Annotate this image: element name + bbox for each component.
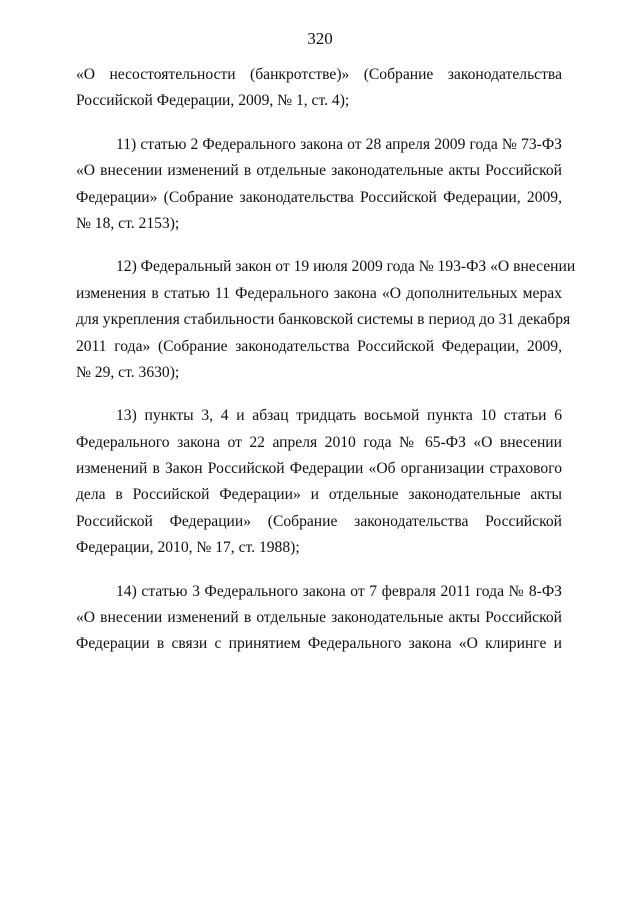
text-line: Федерального закона от 22 апреля 2010 года № 65-ФЗ «О внесении (76, 433, 562, 451)
paragraph-item-13 (76, 403, 562, 561)
text-line: Федерации» (Собрание законодательства Российской Федерации, 2009, (76, 188, 562, 206)
text-line: № 18, ст. 2153); (76, 214, 180, 232)
text-line: № 29, ст. 3630); (76, 363, 180, 381)
text-line: 12) Федеральный закон от 19 июля 2009 года № 193-ФЗ «О внесении (116, 258, 576, 276)
text-line: «О внесении изменений в отдельные законодательные акты Российской (76, 162, 562, 180)
paragraph-item-12 (76, 254, 576, 386)
text-line: 13) пункты 3, 4 и абзац тридцать восьмой пункта 10 статьи 6 (116, 407, 562, 425)
paragraph-continuation (76, 62, 562, 115)
text-line: «О несостоятельности (банкротстве)» (Собрание законодательства (76, 66, 562, 83)
text-line: дела в Российской Федерации» и отдельные законодательные акты (76, 486, 562, 504)
document-body (76, 62, 576, 675)
text-line: Российской Федерации, 2009, № 1, ст. 4); (76, 92, 350, 110)
text-line: Федерации в связи с принятием Федерального закона «О клиринге и (76, 635, 562, 653)
text-line: «О внесении изменений в отдельные законодательные акты Российской (76, 609, 562, 627)
text-line: изменения в статью 11 Федерального закона «О дополнительных мерах (76, 284, 562, 302)
text-line: 11) статью 2 Федерального закона от 28 апреля 2009 года № 73-ФЗ (116, 135, 562, 153)
text-line: изменений в Закон Российской Федерации «Об организации страхового (76, 460, 562, 478)
page-number: 320 (307, 29, 333, 48)
paragraph-item-14 (76, 579, 562, 658)
text-line: Российской Федерации» (Собрание законодательства Российской (76, 512, 562, 530)
text-line: для укрепления стабильности банковской системы в период до 31 декабря (76, 311, 571, 329)
paragraph-item-11 (76, 132, 562, 238)
text-line: 14) статью 3 Федерального закона от 7 февраля 2011 года № 8-ФЗ (116, 582, 562, 600)
text-line: Федерации, 2010, № 17, ст. 1988); (76, 539, 300, 557)
text-line: 2011 года» (Собрание законодательства Российской Федерации, 2009, (76, 337, 562, 355)
